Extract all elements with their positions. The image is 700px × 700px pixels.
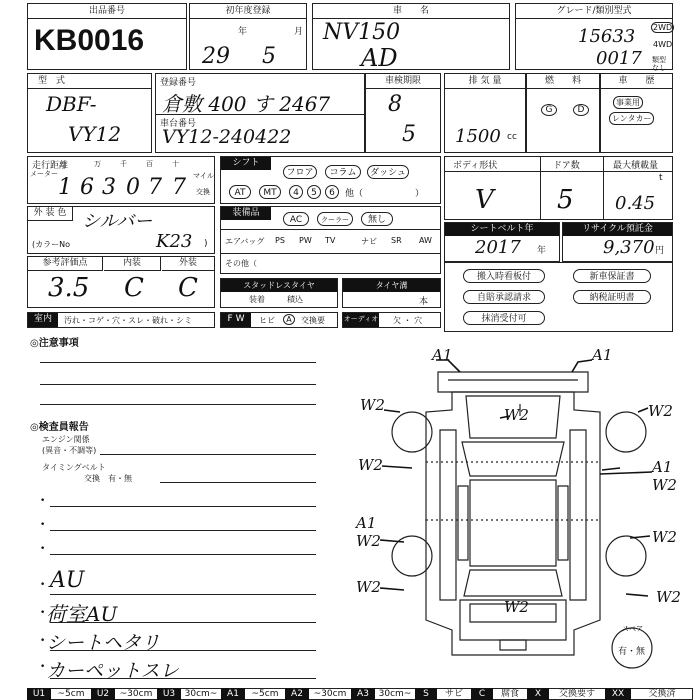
shift-5: 5 [307, 185, 321, 199]
audio-bar: オーディオ [343, 313, 379, 327]
fw-a: A [283, 314, 295, 325]
note-carpet: カーペットスレ [46, 660, 179, 682]
history-rental: レンタカー [609, 112, 654, 125]
mileage-d5: 7 [148, 175, 162, 200]
model-box [27, 73, 152, 153]
doors-value: 5 [557, 185, 574, 215]
fw-replace: 交換要 [301, 316, 325, 325]
studless-box [220, 278, 338, 308]
legend-a2-code: A2 [285, 688, 309, 700]
displacement-value: 1500 [455, 126, 501, 147]
exchange-label: 交換 [196, 188, 210, 196]
cc-unit: cc [507, 132, 517, 142]
mileage-d2: 6 [80, 175, 94, 200]
equip-ac: AC [283, 212, 309, 226]
displacement-box [444, 73, 526, 153]
mark-a1-rm: A1 [652, 458, 673, 476]
unit-sen: 千 [120, 160, 127, 168]
color-box [27, 206, 215, 254]
shift-label: シフト [221, 157, 271, 170]
shift-dash: ダッシュ [367, 165, 409, 179]
interior-bar: 室内 [28, 313, 58, 327]
equip-aw: AW [419, 236, 432, 245]
displacement-label: 排 気 量 [445, 74, 525, 89]
recycle-unit: 円 [655, 246, 665, 256]
legend-a3-text: 30cm~ [378, 689, 412, 699]
equip-label: 装備品 [221, 207, 271, 220]
mileage-d3: 3 [102, 175, 116, 200]
equip-none: 無し [361, 212, 393, 226]
legend-u3-code: U3 [157, 688, 181, 700]
car-name-box [312, 3, 510, 70]
reg-year-label: 初年度登録 [190, 4, 306, 19]
load-value: 0.45 [615, 193, 656, 214]
fw-box [220, 312, 338, 328]
car-name-line1: NV150 [323, 20, 401, 45]
interior-value: C [124, 273, 144, 303]
doc-warranty: 新車保証書 [573, 269, 651, 283]
equip-navi: ナビ [361, 237, 377, 246]
reg-month-value: 5 [262, 44, 276, 69]
meter-label: メーター [30, 170, 58, 178]
unit-man: 万 [94, 160, 101, 168]
seatbelt-box [444, 222, 560, 262]
reg-no-label: 登録番号 [160, 78, 197, 88]
grade-line2: 0017 [596, 48, 642, 69]
tire-label: タイヤ溝 [343, 279, 440, 292]
studless-fitted: 装着 [249, 295, 265, 304]
score-value: 3.5 [48, 273, 90, 303]
history-label: 車 歴 [601, 74, 672, 89]
doc-signboard: 搬入時看板付 [463, 269, 545, 283]
shift-at: AT [229, 185, 251, 199]
engine-label: エンジン関係 [42, 435, 90, 444]
mark-a1-fl: A1 [432, 346, 453, 364]
color-label: 外 装 色 [28, 207, 73, 221]
fuel-g: G [541, 104, 557, 116]
drive-4wd: 4WD [653, 40, 673, 49]
studless-loaded: 積込 [287, 295, 303, 304]
equip-box [220, 206, 441, 274]
equip-airbag: エアバッグ [225, 237, 265, 246]
legend-a1-text: ~5cm [251, 689, 279, 699]
reg-year-value: 29 [202, 44, 230, 69]
shift-floor: フロア [283, 165, 317, 179]
legend-c-code: C [471, 688, 493, 700]
legend-a1-code: A1 [221, 688, 245, 700]
fw-crack: ヒビ [259, 316, 275, 325]
tire-unit: 本 [419, 297, 429, 307]
mark-a1-lr: A1 [356, 514, 377, 532]
lot-number: KB0016 [34, 24, 145, 57]
seatbelt-label: シートベルト年 [445, 223, 559, 236]
mileage-box [27, 156, 215, 204]
equip-sr: SR [391, 236, 402, 245]
exterior-value: C [178, 273, 198, 303]
legend-u1-code: U1 [27, 688, 51, 700]
body-box [444, 156, 673, 220]
mark-w2-rrear: W2 [656, 588, 681, 606]
lot-label: 出品番号 [28, 4, 186, 19]
legend-a2-text: ~30cm [313, 689, 347, 699]
legend-u2-text: ~30cm [119, 689, 153, 699]
model-line1: DBF- [46, 92, 97, 116]
doc-tax: 納税証明書 [573, 290, 651, 304]
equip-tv: TV [325, 236, 336, 245]
note-au: AU [50, 568, 85, 593]
history-box [600, 73, 673, 153]
chassis-value: VY12-240422 [162, 126, 292, 148]
mark-w2-rr: W2 [652, 528, 677, 546]
legend-c-text: 腐食 [500, 689, 519, 699]
score-box [27, 256, 215, 308]
spare-options: 有・無 [618, 647, 646, 657]
mile-label: マイル [193, 172, 214, 180]
interior-cond-box [27, 312, 215, 328]
inspection-year: 8 [388, 92, 402, 117]
shift-other: 他（ [345, 189, 364, 199]
mileage-d4: 0 [126, 175, 140, 200]
reg-year-box [189, 3, 307, 70]
mark-w2-rf: W2 [648, 402, 673, 420]
reg-no-value: 倉敷 400 す 2467 [162, 92, 331, 116]
mileage-d6: 7 [172, 175, 186, 200]
equip-other: その他（ [225, 259, 257, 268]
inspection-box [365, 73, 441, 153]
exterior-label: 外装 [162, 257, 214, 271]
audio-box [342, 312, 441, 328]
recycle-value: 9,370 [603, 237, 655, 258]
tire-box [342, 278, 441, 308]
mark-w2-lm: W2 [358, 456, 383, 474]
score-label: 参考評価点 [28, 257, 103, 271]
inspection-label: 車検期限 [366, 74, 440, 89]
timing-label: タイミングベルト [42, 463, 106, 472]
grade-label: グレード/類別型式 [516, 4, 672, 19]
seatbelt-unit: 年 [537, 246, 547, 256]
engine-sub: (異音・不調等) [42, 446, 97, 455]
legend-s-code: S [415, 688, 437, 700]
note-seat: シートヘタリ [46, 632, 161, 654]
color-no-close: ) [204, 239, 208, 249]
doc-cancel: 抹消受付可 [463, 311, 545, 325]
mark-w2-hood: W2 [504, 406, 529, 424]
legend-xx-code: XX [605, 688, 631, 700]
chassis-label: 車台番号 [160, 119, 197, 129]
fw-bar: F W [221, 313, 251, 327]
shift-other-close: ） [415, 189, 425, 199]
reg-no-box [155, 73, 365, 153]
model-label: 型 式 [28, 74, 151, 89]
recycle-box [562, 222, 673, 262]
grade-box [515, 3, 673, 70]
color-no-label: (カラーNo [32, 240, 70, 249]
body-value: V [475, 185, 494, 215]
mark-a1-fr: A1 [592, 346, 613, 364]
doors-label: ドア数 [553, 161, 580, 171]
car-name-line2: AD [361, 44, 398, 72]
mileage-label: 走行距離 [32, 161, 69, 171]
fuel-d: D [573, 104, 589, 116]
history-business: 事業用 [613, 96, 643, 109]
shift-4: 4 [289, 185, 303, 199]
load-label: 最大積載量 [613, 161, 659, 171]
equip-pw: PW [299, 236, 312, 245]
color-no-value: K23 [156, 231, 193, 252]
doc-insurance: 自賠承認請求 [463, 290, 545, 304]
docs-box [444, 262, 673, 332]
mark-w2-rear: W2 [504, 598, 529, 616]
legend-u2-code: U2 [91, 688, 115, 700]
studless-label: スタッドレスタイヤ [221, 279, 337, 292]
mark-w2-rm: W2 [652, 476, 677, 494]
legend-xx-text: 交換済 [648, 689, 676, 699]
timing-sub: 交換 有・無 [84, 474, 132, 483]
color-value: シルバー [82, 211, 153, 232]
shift-6: 6 [325, 185, 339, 199]
shift-box [220, 156, 441, 204]
recycle-label: リサイクル預託金 [563, 223, 672, 236]
shift-mt: MT [259, 185, 281, 199]
inspection-month: 5 [402, 122, 416, 147]
mark-w2-lr: W2 [356, 532, 381, 550]
interior-label: 内装 [104, 257, 161, 271]
caution-title: ◎注意事項 [30, 338, 79, 349]
equip-cooler: クーラー [317, 212, 353, 226]
legend-u3-text: 30cm~ [184, 689, 218, 699]
mark-w2-lrear: W2 [356, 578, 381, 596]
mileage-d1: 1 [58, 175, 72, 200]
mark-w2-lf: W2 [360, 396, 385, 414]
lot-box [27, 3, 187, 70]
load-unit: t [659, 173, 663, 183]
month-unit: 月 [294, 27, 304, 37]
drive-2wd: 2WD [653, 23, 673, 32]
note-cargo-au: 荷室AU [46, 602, 118, 626]
legend-s-text: サビ [444, 689, 463, 699]
model-line2: VY12 [68, 122, 122, 146]
year-unit: 年 [238, 27, 248, 37]
equip-ps: PS [275, 236, 285, 245]
spare-label: スペア [622, 625, 643, 633]
seatbelt-year: 2017 [475, 237, 521, 258]
fuel-box [526, 73, 600, 153]
body-label: ボディ形状 [453, 161, 498, 171]
legend-x-code: X [527, 688, 549, 700]
interior-items: 汚れ・コゲ・穴・スレ・破れ・シミ [64, 316, 192, 325]
shift-column: コラム [325, 165, 361, 179]
car-name-label: 車 名 [313, 4, 509, 19]
unit-juu: 十 [172, 160, 179, 168]
legend-a3-code: A3 [351, 688, 375, 700]
fuel-label: 燃 料 [527, 74, 599, 89]
inspector-title: ◎検査員報告 [30, 422, 89, 433]
audio-items: 欠 ・ 穴 [393, 316, 423, 325]
grade-line1: 15633 [578, 26, 636, 47]
legend-u1-text: ~5cm [57, 689, 85, 699]
legend-x-text: 交換要す [558, 689, 595, 699]
drive-none: 類型なし [652, 56, 666, 72]
unit-hyaku: 百 [146, 160, 153, 168]
